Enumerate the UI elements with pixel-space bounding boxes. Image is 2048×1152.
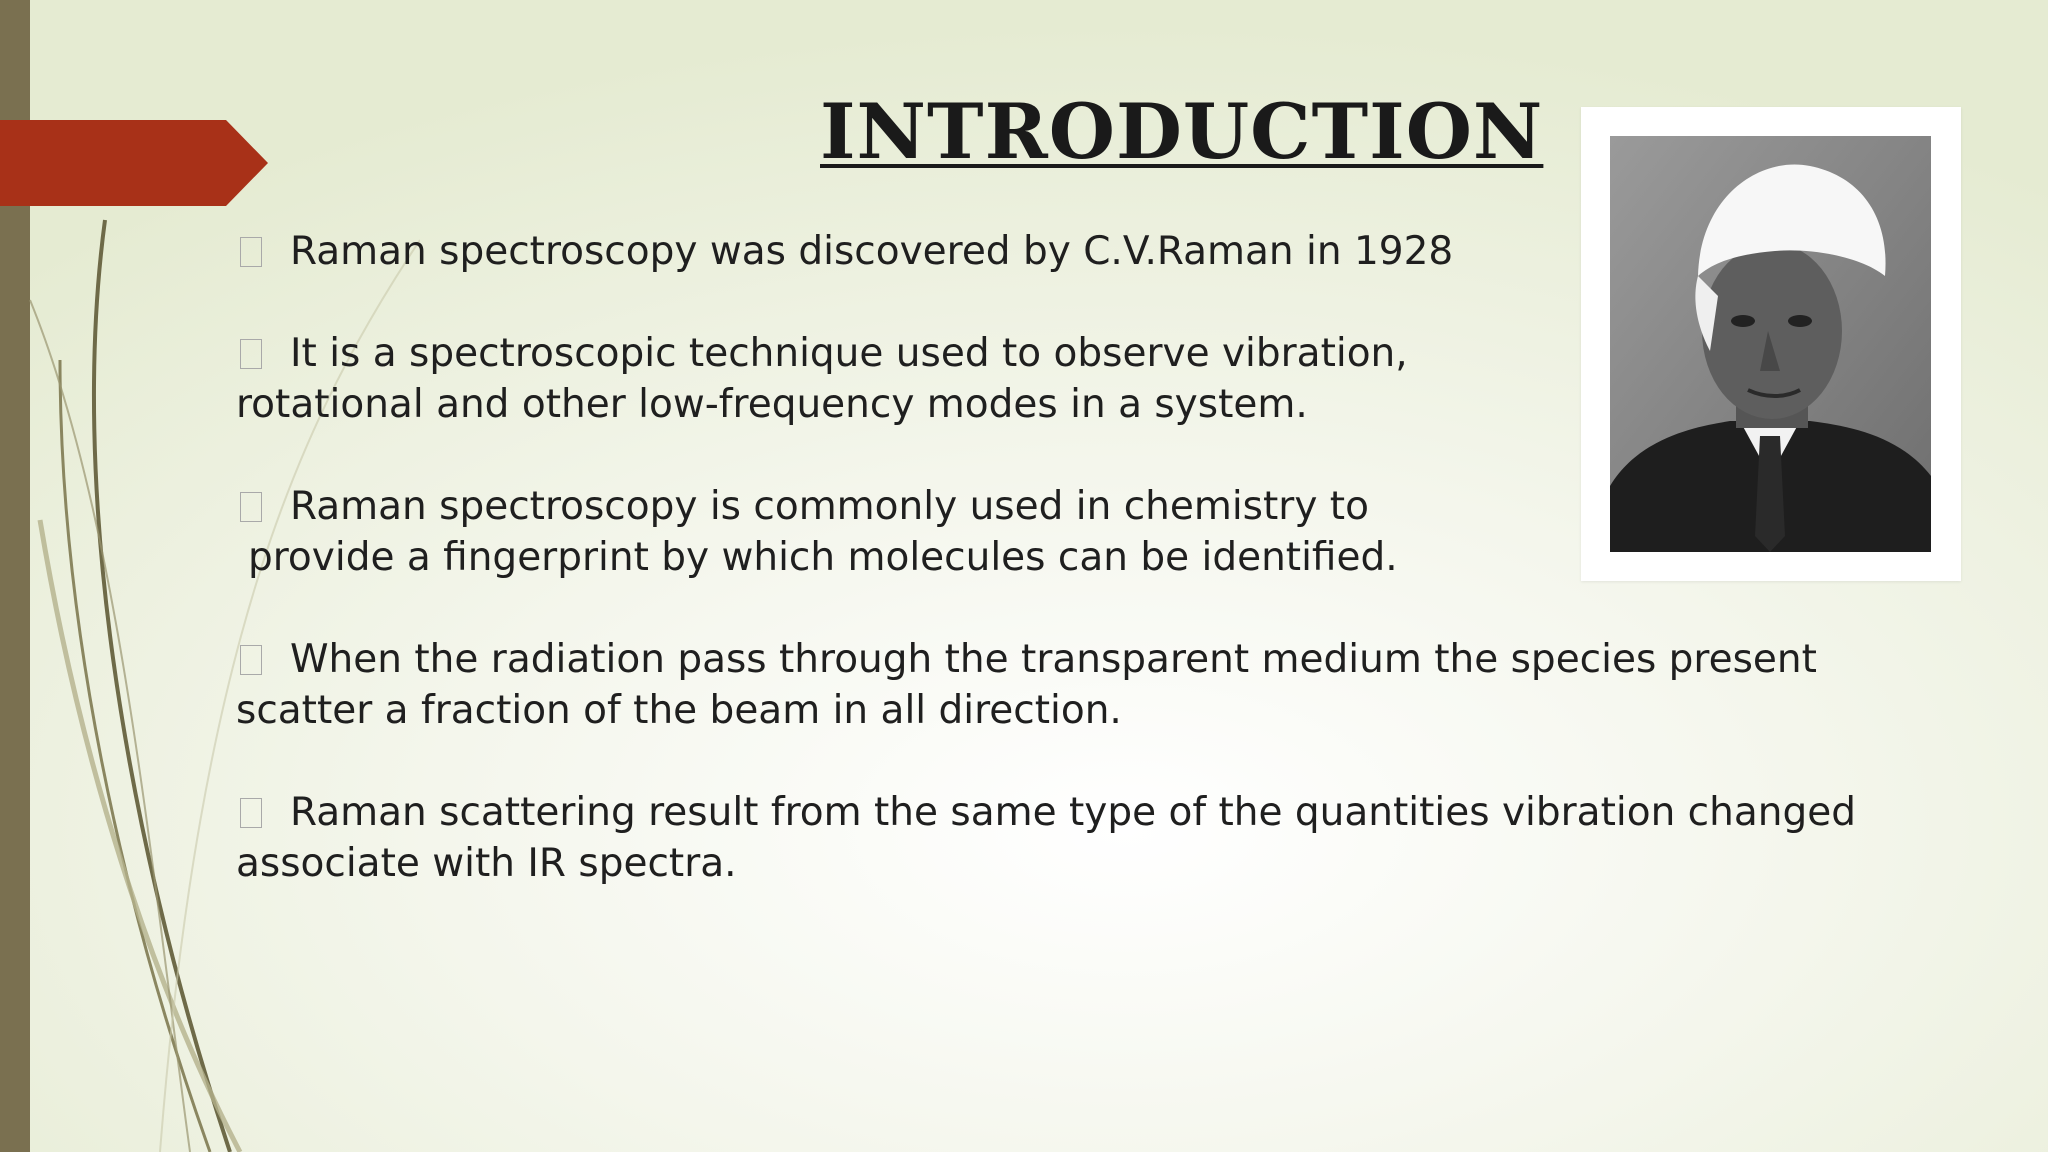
bullet-text-continuation: scatter a fraction of the beam in all direction. bbox=[236, 688, 1122, 733]
bullet-text: Raman spectroscopy was discovered by C.V.Raman in 1928 bbox=[290, 229, 1454, 274]
slide-title: INTRODUCTION bbox=[820, 87, 1544, 176]
bullet-list bbox=[236, 226, 1976, 940]
bullet-item bbox=[236, 634, 1976, 736]
bullet-item bbox=[236, 226, 1976, 277]
bullet-text: When the radiation pass through the transparent medium the species present bbox=[290, 637, 1817, 682]
bullet-box-icon bbox=[240, 492, 262, 522]
bullet-text-continuation: associate with IR spectra. bbox=[236, 841, 737, 886]
bullet-item bbox=[236, 481, 1976, 583]
bullet-text-continuation: provide a fingerprint by which molecules can be identified. bbox=[248, 535, 1398, 580]
arrow-tab-marker bbox=[0, 120, 270, 206]
bullet-box-icon bbox=[240, 798, 262, 828]
bullet-text: Raman spectroscopy is commonly used in chemistry to bbox=[290, 484, 1369, 529]
bullet-box-icon bbox=[240, 645, 262, 675]
bullet-text: It is a spectroscopic technique used to observe vibration, bbox=[290, 331, 1408, 376]
bullet-box-icon bbox=[240, 339, 262, 369]
bullet-item bbox=[236, 328, 1976, 430]
bullet-item bbox=[236, 787, 1976, 889]
bullet-text: Raman scattering result from the same type of the quantities vibration changed bbox=[290, 790, 1856, 835]
bullet-box-icon bbox=[240, 237, 262, 267]
bullet-text-continuation: rotational and other low-frequency modes in a system. bbox=[236, 382, 1308, 427]
